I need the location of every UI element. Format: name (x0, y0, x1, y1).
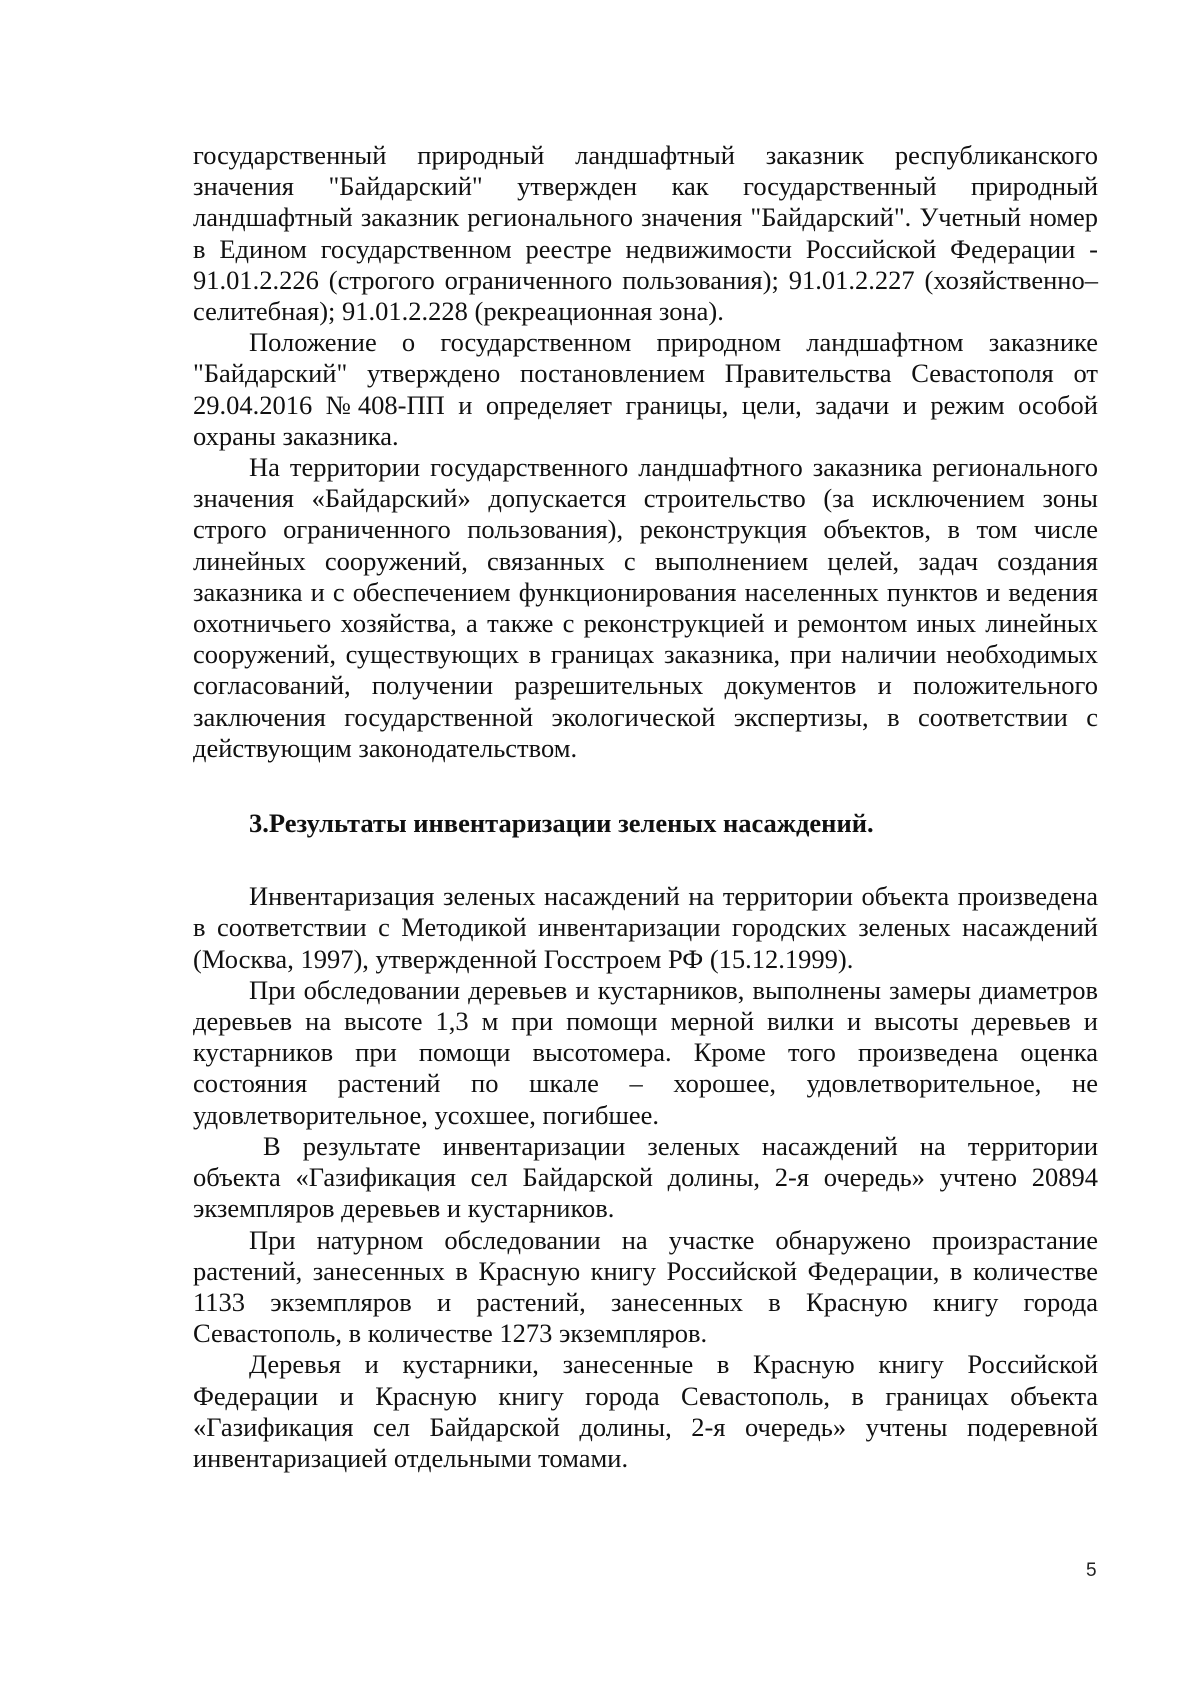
paragraph-red-book-plants: При натурном обследовании на участке обнаружено произрастание растений, занесенных в Красную книгу Российской Федерации, в количестве 1133 экземпляров и растений, занесенных в Красную книгу города Севастополь, в количестве 1273 экземпляров. (193, 1224, 1098, 1349)
paragraph-inventory-method: Инвентаризация зеленых насаждений на территории объекта произведена в соответствии с Методикой инвентаризации городских зеленых насаждений (Москва, 1997), утвержденной Госстроем РФ (15.12.1999). (193, 881, 1098, 974)
paragraph-separate-volumes: Деревья и кустарники, занесенные в Красную книгу Российской Федерации и Красную книгу города Севастополь, в границах объекта «Газификация сел Байдарской долины, 2-я очередь» учтены подеревной инвентаризацией отдельными томами. (193, 1349, 1098, 1473)
page-number: 5 (1086, 1560, 1097, 1581)
section-heading: 3.Результаты инвентаризации зеленых насаждений. (249, 808, 874, 839)
document-page (193, 140, 1098, 1474)
paragraph-measurements: При обследовании деревьев и кустарников, выполнены замеры диаметров деревьев на высоте 1,3 м при помощи мерной вилки и высоты деревьев и кустарников при помощи высотомера. Кроме того произведена оценка состояния растений по шкале – хорошее, удовлетворительное, не удовлетворительное, усохшее, погибшее. (193, 974, 1098, 1130)
paragraph-reserve-regulation: Положение о государственном природном ландшафтном заказнике "Байдарский" утверждено постановлением Правительства Севастополя от 29.04.2016 №408-ПП и определяет границы, цели, задачи и режим особой охраны заказника. (193, 327, 1098, 451)
paragraph-construction-rules: На территории государственного ландшафтного заказника регионального значения «Байдарский» допускается строительство (за исключением зоны строго ограниченного пользования), реконструкция объектов, в том числе линейных сооружений, связанных с выполнением целей, задач создания заказника и с обеспечением функционирования населенных пунктов и ведения охотничьего хозяйства, а также с реконструкцией и ремонтом иных линейных сооружений, существующих в границах заказника, при наличии необходимых согласований, получении разрешительных документов и положительного заключения государственной экологической экспертизы, в соответствии с действующим законодательством. (193, 452, 1098, 763)
paragraph-inventory-result: В результате инвентаризации зеленых насаждений на территории объекта «Газификация сел Байдарской долины, 2-я очередь» учтено 20894 экземпляров деревьев и кустарников. (193, 1130, 1098, 1224)
paragraph-reserve-status: государственный природный ландшафтный заказник республиканского значения "Байдарский" утвержден как государственный природный ландшафтный заказник регионального значения "Байдарский". Учетный номер в Едином государственном реестре недвижимости Российской Федерации - 91.01.2.226 (строгого ограниченного пользования); 91.01.2.227 (хозяйственно–селитебная); 91.01.2.228 (рекреационная зона). (193, 140, 1098, 327)
